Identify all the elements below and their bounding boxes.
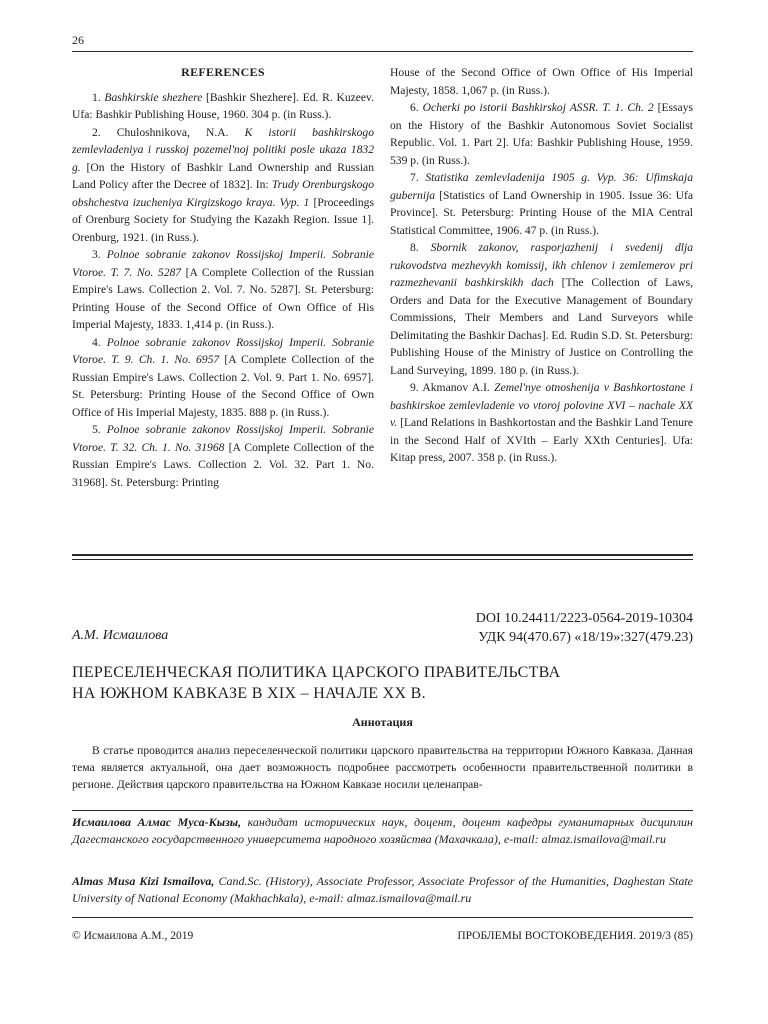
section-rule-bottom	[72, 559, 693, 560]
reference-item	[390, 99, 693, 169]
reference-italic: Statistika zemlevladenija 1905 g. Vyp. 36: Ufimskaja gubernija	[390, 171, 693, 202]
journal-issue: ПРОБЛЕМЫ ВОСТОКОВЕДЕНИЯ. 2019/3 (85)	[457, 930, 693, 942]
bio-rule	[72, 810, 693, 811]
article-title	[72, 662, 712, 704]
reference-item	[72, 246, 374, 334]
references-left-column	[72, 64, 374, 491]
reference-prefix: Chuloshnikova, N.A.	[116, 125, 245, 139]
reference-italic2: Trudy Orenburgskogo obshchestva izucheniya Kirgizskogo kraya. Vyp. 1	[72, 178, 374, 209]
reference-item	[72, 89, 374, 124]
reference-num: 3.	[92, 248, 107, 261]
reference-text: [On the History of Bashkir Land Ownership and Russian Land Policy after the Decree of 1832]. In:	[72, 160, 374, 191]
reference-italic: Zemel'nye otnoshenija v Bashkortostane i bashkirskoe zemlevladenie vo vtoroj polovine XVI – nachale XX v.	[390, 381, 693, 429]
bio-ru-text: кандидат исторических наук, доцент, доцент кафедры гуманитарных дисциплин Дагестанского государственного университета народного хозяйства (Махачкала), e-mail: almaz.ismailova@mail.ru	[72, 815, 693, 846]
reference-item	[72, 421, 374, 491]
reference-num: 6.	[410, 101, 423, 114]
reference-item	[72, 124, 374, 247]
section-rule-top	[72, 554, 693, 556]
title-line-2: НА ЮЖНОМ КАВКАЗЕ В XIX – НАЧАЛЕ XX В.	[72, 685, 426, 702]
reference-italic: Bashkirskie shezhere	[104, 90, 203, 104]
reference-italic: Polnoe sobranie zakonov Rossijskoj Imperii. Sobranie Vtoroe. T. 9. Ch. 1. No. 6957	[72, 335, 374, 366]
reference-num: 8.	[410, 241, 431, 254]
author-bio-ru	[72, 814, 693, 848]
bio-ru-name: Исмаилова Алмас Муса-Кызы,	[72, 815, 242, 829]
reference-italic: Ocherki po istorii Bashkirskoj ASSR. T. 1. Ch. 2	[422, 101, 654, 114]
reference-text2: [Proceedings of Orenburg Society for Studying the Kazakh Region. Issue 1]. Orenburg, 1921. (in Russ.).	[72, 195, 374, 244]
reference-prefix: Akmanov A.I.	[422, 381, 495, 394]
article-author: А.М. Исмаилова	[72, 628, 169, 643]
reference-text: [Bashkir Shezhere]. Ed. R. Kuzeev. Ufa: Bashkir Publishing House, 1960. 304 p. (in Russ.).	[72, 90, 374, 121]
reference-italic: Sbornik zakonov, rasporjazhenij i svedenij dlja rukovodstva mezhevykh komissij, ikh chlenov i zemlemerov pri razmezhevanii bashkirskikh dach	[390, 241, 694, 289]
references-list-right	[390, 99, 693, 467]
reference-num: 9.	[410, 381, 423, 394]
annotation-heading: Аннотация	[352, 715, 413, 729]
reference-italic: Polnoe sobranie zakonov Rossijskoj Imperii. Sobranie Vtoroe. T. 32. Ch. 1. No. 31968	[72, 423, 374, 454]
reference-text: [A Complete Collection of the Russian Empire's Laws. Collection 2. Vol. 32. Part 1. No. 31968]. St. Petersburg: Printing	[72, 440, 374, 489]
title-line-1: ПЕРЕСЕЛЕНЧЕСКАЯ ПОЛИТИКА ЦАРСКОГО ПРАВИТЕЛЬСТВА	[72, 664, 561, 681]
bio-en-text: Cand.Sc. (History), Associate Professor, Associate Professor of the Humanities, Daghestan State University of National Economy (Makhachkala), e-mail: almaz.ismailova@mail.ru	[72, 874, 693, 905]
reference-num: 7.	[410, 171, 426, 184]
udk: УДК 94(470.67) «18/19»:327(479.23)	[478, 630, 693, 645]
reference-text: [Essays on the History of the Bashkir Autonomous Soviet Socialist Republic. Vol. 1. Part 2]. Ufa: Bashkir Publishing House, 1959. 539 p. (in Russ.).	[390, 101, 694, 167]
annotation-text: В статье проводится анализ переселенческой политики царского правительства на территории Южного Кавказа. Данная тема является актуальной, она дает возможность подробнее рассмотреть особенности правительственной политики в регионе. Действия царского правительства на Южном Кавказе носили целенаправ-	[72, 744, 693, 792]
reference-num: 2.	[92, 125, 117, 139]
reference-item	[390, 169, 693, 239]
page-number: 26	[72, 33, 84, 47]
references-right-column	[390, 64, 693, 467]
reference-text: [The Collection of Laws, Orders and Data for the Executive Management of Boundary Commissions, Their Members and Land Surveyors while Delimitating the Bashkir Dachas]. Ed. Rudin S.D. St. Petersburg: Publishing House of the Ministry of Justice on Controlling the Land Surveying, 1899. 180 p. (in Russ.).	[390, 276, 693, 377]
reference-num: 4.	[92, 335, 107, 349]
bio-en-name: Almas Musa Kizi Ismailova,	[72, 874, 215, 888]
reference-item	[390, 379, 693, 467]
header-rule	[72, 51, 693, 52]
reference-text: [A Complete Collection of the Russian Empire's Laws. Collection 2. Vol. 7. No. 5287]. St. Petersburg: Printing House of the Second Office of Own Office of His Imperial Majesty, 1833. 1,414 p. (in Russ.).	[72, 265, 374, 331]
reference-num: 1.	[92, 90, 105, 104]
article-identifiers	[476, 609, 693, 647]
reference-item	[390, 239, 693, 379]
reference-italic: Polnoe sobranie zakonov Rossijskoj Imperii. Sobranie Vtoroe. T. 7. No. 5287	[72, 248, 374, 279]
reference-text: [Statistics of Land Ownership in 1905. Issue 36: Ufa Province]. St. Petersburg: Printing House of the MIA Central Statistical Committee, 1906. 47 p. (in Russ.).	[390, 188, 693, 237]
copyright: © Исмаилова А.М., 2019	[72, 930, 194, 942]
references-list-left	[72, 89, 374, 492]
author-bio-en	[72, 873, 693, 907]
footer-rule	[72, 917, 693, 918]
reference-text: [Land Relations in Bashkortostan and the Bashkir Land Tenure in the Second Half of XVIth – Early XXth Centuries]. Ufa: Kitap press, 2007. 358 p. (in Russ.).	[390, 416, 693, 464]
reference-continuation: House of the Second Office of Own Office of His Imperial Majesty, 1858. 1,067 p. (in Russ.).	[390, 66, 693, 97]
reference-item	[72, 334, 374, 422]
reference-num: 5.	[92, 423, 107, 436]
references-heading: REFERENCES	[181, 65, 265, 79]
doi: DOI 10.24411/2223-0564-2019-10304	[475, 611, 693, 626]
reference-text: [A Complete Collection of the Russian Empire's Laws. Collection 2. Vol. 9. Part 1. No. 6957]. St. Petersburg: Printing House of the Second Office of Own Office of His Imperial Majesty, 1835. 888 p. (in Russ.).	[72, 353, 374, 419]
reference-italic: K istorii bashkirskogo zemlevladeniya i russkoj pozemel'noj politiki posle ukaza 1832 g.	[72, 125, 374, 174]
